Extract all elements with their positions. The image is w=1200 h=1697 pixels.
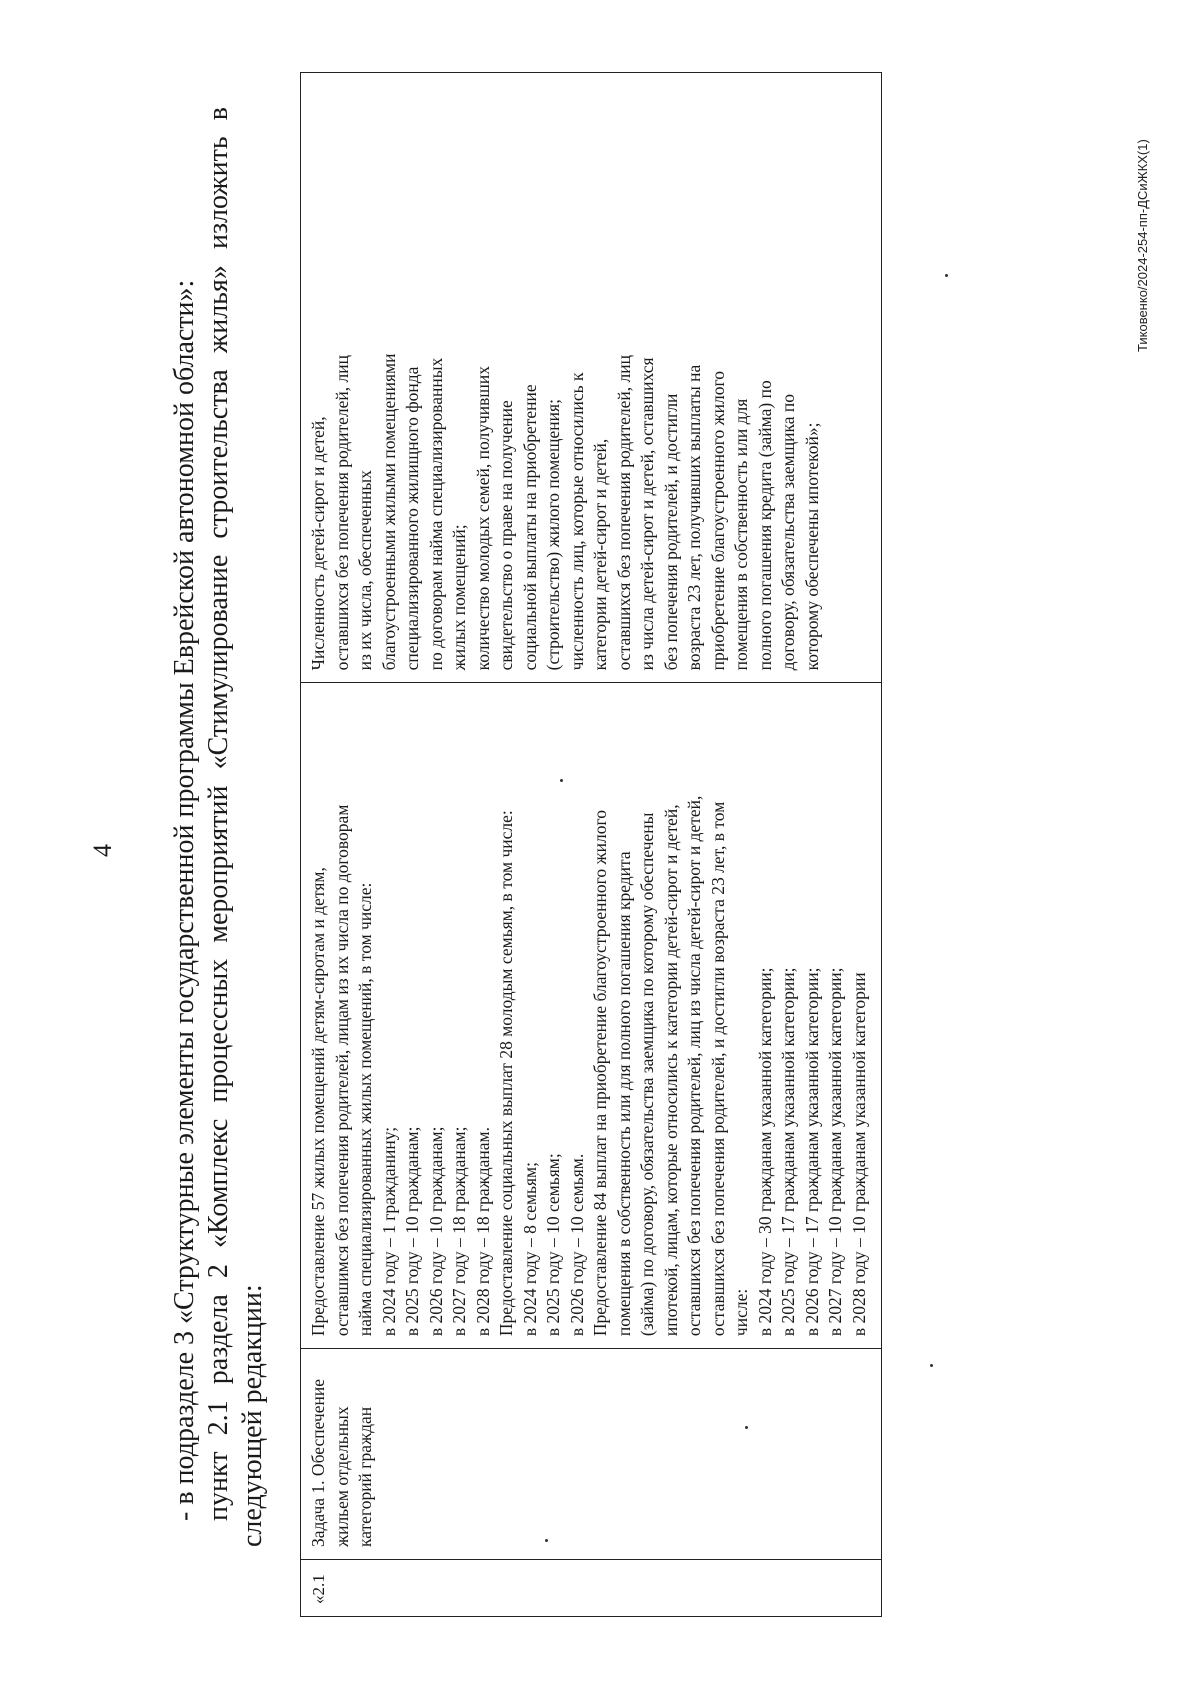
- intro-line-2: пункт 2.1 раздела 2 «Комплекс процессных мероприятий «Стимулирование строительства жилья» изложить в: [203, 107, 234, 1521]
- content-line: в 2024 году – 1 гражданину;: [378, 1126, 399, 1337]
- indicator-line: оставшихся без попечения родителей, лиц: [613, 354, 634, 671]
- indicator-line: благоустроенными жилыми помещениями: [378, 353, 399, 671]
- content-line: ипотекой, лицам, которые относились к категории детей-сирот и детей,: [660, 804, 681, 1337]
- content-cell: [301, 683, 882, 1349]
- content-line: в 2025 году – 10 гражданам;: [402, 1126, 422, 1337]
- content-line: оставшихся без попечения родителей, и достигли возраста 23 лет, в том: [707, 801, 728, 1337]
- intro-line-3: следующей редакции:: [237, 1284, 268, 1547]
- indicator-line: возраста 23 лет, получивших выплаты на: [684, 364, 704, 671]
- content-line: Предоставление 84 выплат на приобретение благоустроенного жилого: [590, 810, 610, 1337]
- indicator-line: приобретение благоустроенного жилого: [707, 370, 728, 671]
- content-line: оставшимся без попечения родителей, лицам из их числа по договорам: [331, 804, 352, 1337]
- indicator-line: количество молодых семей, получивших: [472, 365, 493, 671]
- content-line: в 2026 году – 17 гражданам указанной категории;: [801, 967, 822, 1337]
- scan-speck: [560, 779, 563, 782]
- content-line: в 2027 году – 10 гражданам указанной категории;: [825, 967, 845, 1337]
- indicator-line: помещения в собственность или для: [731, 398, 751, 671]
- content-line: (займа) по договору, обязательства заемщика по которому обеспечены: [637, 812, 657, 1337]
- task-line: категорий граждан: [355, 1406, 375, 1548]
- indicator-line: полного погашения кредита (займа) по: [754, 380, 775, 671]
- scan-speck: [930, 1364, 933, 1367]
- indicator-line: по договорам найма специализированных: [425, 357, 446, 671]
- content-line: в 2024 году – 30 гражданам указанной категории;: [754, 967, 775, 1337]
- task-cell: [301, 1349, 882, 1560]
- indicator-line: договору, обязательства заемщика по: [778, 393, 798, 671]
- content-line: числе:: [731, 1288, 751, 1337]
- indicator-line: численность лиц, которые относились к: [566, 372, 587, 671]
- task-line: Задача 1. Обеспечение: [308, 1379, 328, 1548]
- row-number-cell: [301, 1560, 882, 1617]
- intro-line-1: - в подразделе 3 «Структурные элементы государственной программы Еврейской автономной области»:: [169, 279, 200, 1521]
- content-line: в 2027 году – 18 гражданам;: [449, 1126, 469, 1337]
- indicator-line: которому обеспечены ипотекой»;: [801, 422, 822, 671]
- content-line: в 2025 году – 10 семьям;: [543, 1153, 563, 1337]
- indicator-cell: [301, 73, 882, 683]
- content-line: в 2025 году – 17 гражданам указанной категории;: [778, 967, 798, 1337]
- content-line: Предоставление социальных выплат 28 молодым семьям, в том числе:: [496, 810, 516, 1337]
- content-line: в 2026 году – 10 семьям.: [566, 1153, 587, 1337]
- scan-speck: [745, 1426, 748, 1429]
- content-line: в 2024 году – 8 семьям;: [519, 1162, 540, 1337]
- content-line: найма специализированных жилых помещений, в том числе:: [355, 882, 375, 1337]
- content-line: оставшихся без попечения родителей, лиц из числа детей-сирот и детей,: [684, 795, 704, 1337]
- table-row: [301, 73, 882, 1617]
- scan-speck: [545, 1539, 548, 1542]
- row-number: «2.1: [309, 1574, 328, 1604]
- indicator-line: специализированного жилищного фонда: [402, 366, 422, 671]
- indicator-line: оставшихся без попечения родителей, лиц: [331, 354, 352, 671]
- content-line: помещения в собственность или для полного погашения кредита: [613, 851, 634, 1337]
- indicator-line: без попечения родителей, и достигли: [660, 393, 681, 671]
- scan-speck: [945, 274, 948, 277]
- indicator-line: свидетельство о праве на получение: [496, 400, 516, 671]
- indicator-line: категории детей-сирот и детей,: [590, 438, 610, 671]
- content-line: в 2028 году – 18 гражданам.: [472, 1127, 493, 1337]
- indicator-line: из их числа, обеспеченных: [355, 470, 375, 671]
- indicator-line: из числа детей-сирот и детей, оставшихся: [637, 357, 657, 671]
- content-line: в 2026 году – 10 гражданам;: [425, 1126, 446, 1337]
- indicator-line: (строительство) жилого помещения;: [543, 399, 563, 671]
- document-footer-code: Тиковенко/2024-254-пп-ДСиЖКХ(1): [1135, 139, 1150, 352]
- task-line: жильем отдельных: [331, 1406, 352, 1548]
- content-line: в 2028 году – 10 гражданам указанной категории: [848, 972, 869, 1337]
- indicator-line: Численность детей-сирот и детей,: [308, 416, 328, 671]
- structure-table: [300, 72, 882, 1617]
- intro-paragraph: [168, 107, 270, 1547]
- indicator-line: социальной выплаты на приобретение: [519, 384, 540, 671]
- page-number: 4: [88, 844, 117, 857]
- content-line: Предоставление 57 жилых помещений детям-сиротам и детям,: [308, 867, 328, 1337]
- indicator-line: жилых помещений;: [449, 524, 469, 671]
